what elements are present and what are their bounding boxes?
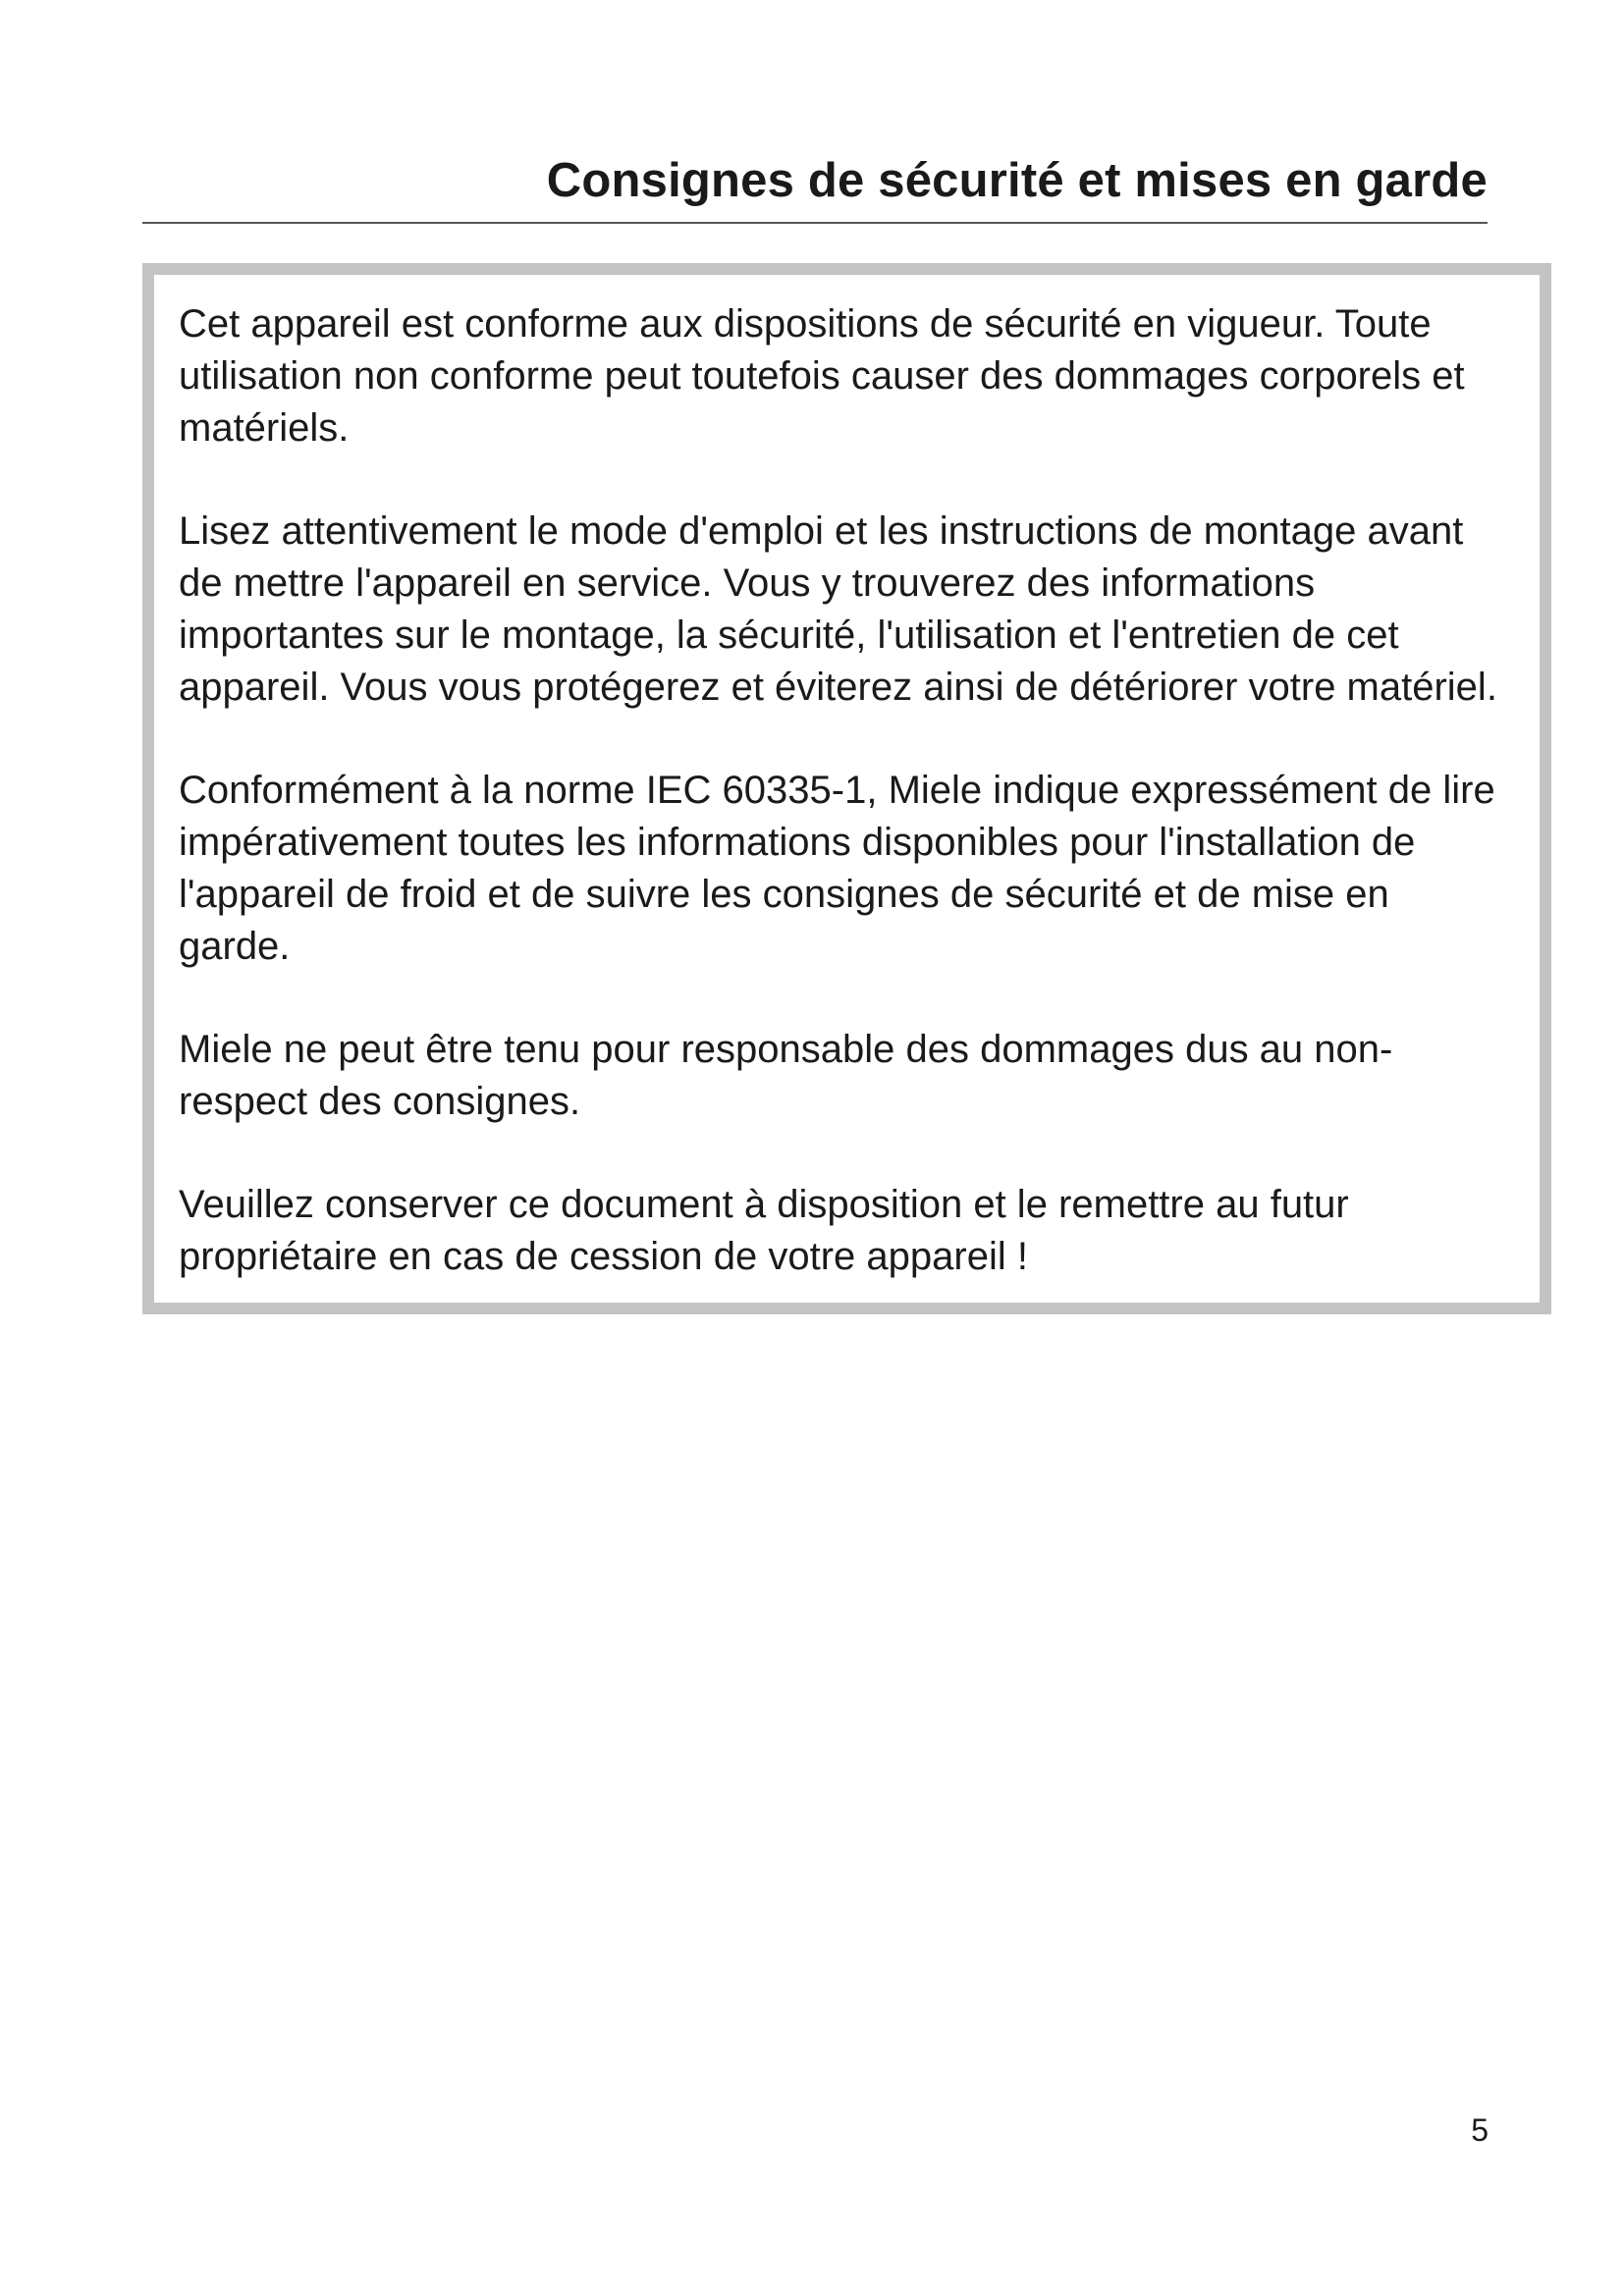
safety-paragraph-liability: Miele ne peut être tenu pour responsable des dommages dus au non-respect des consignes. bbox=[179, 1028, 1393, 1123]
safety-paragraph-compliance: Cet appareil est conforme aux dispositions de sécurité en vigueur. Toute utilisation non conforme peut toutefois causer des dommages corporels et matériels. bbox=[179, 302, 1465, 450]
page-number: 5 bbox=[1471, 2112, 1489, 2148]
page-title: Consignes de sécurité et mises en garde bbox=[546, 154, 1488, 207]
safety-paragraph-keep-document: Veuillez conserver ce document à disposition et le remettre au futur propriétaire en cas de cession de votre appareil ! bbox=[179, 1183, 1349, 1278]
page-header bbox=[142, 155, 1488, 224]
safety-paragraph-read-instructions: Lisez attentivement le mode d'emploi et les instructions de montage avant de mettre l'appareil en service. Vous y trouverez des informations importantes sur le montage, la sécurité, l'utilisation et l'entretien de cet appareil. Vous vous protégerez et éviterez ainsi de détériorer votre matériel. bbox=[179, 509, 1497, 709]
safety-paragraph-iec-norm: Conformément à la norme IEC 60335-1, Miele indique expressément de lire impérativement toutes les informations disponibles pour l'installation de l'appareil de froid et de suivre les consignes de sécurité et de mise en garde. bbox=[179, 769, 1495, 968]
safety-notice-box bbox=[142, 263, 1551, 1314]
